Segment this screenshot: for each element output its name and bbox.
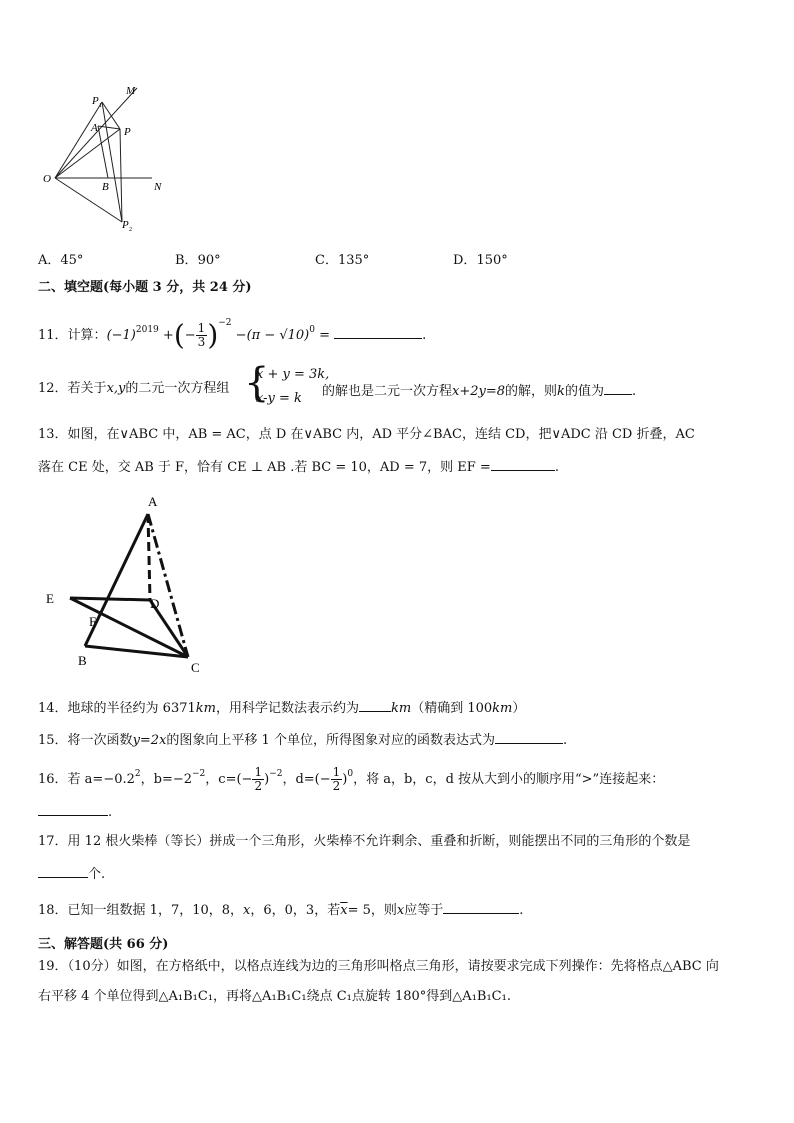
q-text: 右平移 4 个单位得到△A₁B₁C₁，再将△A₁B₁C₁绕点 C₁点旋转 180°得到△A₁B₁C₁. bbox=[38, 989, 511, 1004]
label-b: B bbox=[78, 653, 87, 668]
equation-system bbox=[244, 360, 330, 410]
label-m: M bbox=[126, 85, 136, 97]
q-text: 的解，则 bbox=[505, 384, 558, 399]
q-end: . bbox=[562, 733, 568, 748]
q-text: ) bbox=[264, 772, 270, 787]
label-b: B bbox=[102, 181, 109, 193]
answer-blank[interactable] bbox=[38, 801, 108, 816]
q-num: 18． bbox=[38, 903, 68, 918]
option-letter: D． bbox=[453, 253, 477, 268]
q-text: ，用科学记数法表示约为 bbox=[215, 701, 359, 716]
math: y=2x bbox=[132, 733, 167, 748]
seg-o-p2 bbox=[55, 178, 122, 222]
label-f: F bbox=[89, 614, 97, 629]
q-text: ，b=−2 bbox=[140, 772, 193, 787]
q-end: . bbox=[631, 384, 637, 399]
math: (π − √10) bbox=[246, 328, 310, 343]
label-c: C bbox=[191, 660, 200, 675]
q-num: 19． bbox=[38, 959, 68, 974]
question-13-line-1 bbox=[38, 426, 695, 444]
math: − bbox=[184, 328, 196, 343]
seg-a-c-dashdot bbox=[148, 514, 188, 657]
math: x,y bbox=[106, 381, 126, 396]
fraction bbox=[331, 766, 343, 793]
label-p1: P bbox=[92, 95, 99, 107]
option-letter: A． bbox=[38, 253, 61, 268]
q-text: 已知一组数据 1，7，10，8， bbox=[67, 903, 244, 918]
q-text: 地球的半径约为 6371 bbox=[67, 701, 196, 716]
seg-a-d-dashed bbox=[148, 514, 150, 600]
q-text: 计算： bbox=[67, 328, 107, 343]
question-14 bbox=[38, 697, 525, 718]
frac-den: 2 bbox=[332, 779, 341, 793]
seg-p-p2 bbox=[120, 129, 122, 222]
q-num: 13． bbox=[38, 427, 68, 442]
seg-e-c bbox=[70, 598, 188, 657]
q-text: ，d=(− bbox=[282, 772, 331, 787]
equation-line-1: x + y = 3k, bbox=[256, 367, 330, 382]
q-num: 14． bbox=[38, 701, 68, 716]
q-text: 若 a=−0.2 bbox=[67, 772, 135, 787]
question-15 bbox=[38, 729, 567, 750]
paren-right: ) bbox=[207, 318, 219, 352]
answer-blank[interactable] bbox=[443, 899, 519, 914]
label-p2-sub: 2 bbox=[129, 227, 132, 233]
q-text: ，将 a，b，c，d 按从大到小的顺序用“>”连接起来： bbox=[353, 772, 665, 787]
question-12-cont bbox=[322, 380, 636, 401]
q10-option-a bbox=[38, 249, 83, 268]
figure-angle-mon bbox=[38, 82, 173, 234]
q-text: = 5，则 bbox=[347, 903, 397, 918]
figure-triangle-fold bbox=[40, 490, 210, 680]
q-text: 的二元一次方程组 bbox=[125, 381, 230, 396]
math: + bbox=[162, 328, 174, 343]
math-sup: 2 bbox=[134, 769, 141, 779]
label-p1-sub: 1 bbox=[99, 103, 102, 109]
math-mean: $\overline{x}$ bbox=[340, 903, 348, 918]
question-13-line-2 bbox=[38, 456, 559, 477]
math-sup: −2 bbox=[269, 769, 283, 779]
math-sup: 0 bbox=[309, 325, 315, 335]
q-num: 12． bbox=[38, 381, 68, 396]
q-text: ） bbox=[512, 701, 526, 716]
seg-o-p1 bbox=[55, 102, 102, 178]
frac-den: 2 bbox=[254, 779, 263, 793]
seg-e-d bbox=[70, 598, 150, 600]
q10-option-c bbox=[315, 249, 369, 268]
question-16 bbox=[38, 765, 664, 793]
q-text: ，6，0，3，若 bbox=[250, 903, 341, 918]
question-17-line-2 bbox=[38, 863, 105, 884]
q-end: . bbox=[519, 903, 524, 918]
q-end: . bbox=[422, 328, 427, 343]
section3-title: 三、解答题(共 66 分) bbox=[38, 937, 169, 952]
q-text: （精确到 100 bbox=[411, 701, 493, 716]
math: x bbox=[396, 903, 405, 918]
q-num: 16． bbox=[38, 772, 68, 787]
answer-blank[interactable] bbox=[359, 697, 391, 712]
brace: { bbox=[244, 360, 270, 406]
q-text: 用 12 根火柴棒（等长）拼成一个三角形，火柴棒不允许剩余、重叠和折断，则能摆出不同的三角形的个数是 bbox=[67, 834, 691, 849]
frac-num: 1 bbox=[197, 321, 206, 335]
label-p2: P bbox=[122, 219, 129, 231]
section2-title: 二、填空题(每小题 3 分，共 24 分) bbox=[38, 280, 252, 295]
label-p: P bbox=[124, 126, 131, 138]
q-num: 17． bbox=[38, 834, 68, 849]
label-n: N bbox=[154, 181, 162, 193]
q-text: 若关于 bbox=[67, 381, 107, 396]
q-text: 的值为 bbox=[564, 384, 604, 399]
option-letter: C． bbox=[315, 253, 338, 268]
unit: km bbox=[195, 701, 216, 716]
math-sup: −2 bbox=[192, 769, 206, 779]
math-sup: 0 bbox=[347, 769, 354, 779]
q-end: . bbox=[554, 460, 559, 475]
question-18 bbox=[38, 899, 523, 920]
unit: km bbox=[391, 701, 412, 716]
label-e: E bbox=[46, 591, 54, 606]
answer-blank[interactable] bbox=[38, 863, 88, 878]
option-value: 135° bbox=[337, 253, 370, 268]
math: (−1) bbox=[106, 328, 136, 343]
frac-num: 1 bbox=[332, 765, 341, 779]
q10-option-b bbox=[175, 249, 221, 268]
frac-den: 3 bbox=[197, 335, 206, 349]
math: − bbox=[235, 328, 247, 343]
answer-blank[interactable] bbox=[495, 729, 563, 744]
q-text: 的图象向上平移 1 个单位，所得图象对应的函数表达式为 bbox=[166, 733, 495, 748]
unit: km bbox=[492, 701, 513, 716]
option-letter: B． bbox=[175, 253, 198, 268]
answer-blank[interactable] bbox=[604, 380, 632, 395]
label-o: O bbox=[43, 173, 51, 185]
question-19-line-1 bbox=[38, 958, 719, 976]
q10-option-d bbox=[453, 249, 508, 268]
math: = bbox=[319, 328, 331, 343]
q-text: 落在 CE 处，交 AB 于 F，恰有 CE ⊥ AB .若 BC = 10，AD = 7，则 EF = bbox=[38, 460, 491, 475]
label-a: A bbox=[91, 122, 98, 134]
label-a: A bbox=[148, 494, 158, 509]
math: x+2y=8 bbox=[452, 384, 506, 399]
option-value: 45° bbox=[60, 253, 84, 268]
question-11 bbox=[38, 314, 426, 350]
fraction bbox=[252, 766, 264, 793]
label-d: D bbox=[150, 596, 160, 611]
q-text: 如图，在∨ABC 中，AB = AC，点 D 在∨ABC 内，AD 平分∠BAC，连结 CD，把∨ADC 沿 CD 折叠，AC bbox=[67, 427, 695, 442]
option-value: 90° bbox=[197, 253, 221, 268]
equation-line-2: x-y = k bbox=[256, 391, 302, 406]
q-end: . bbox=[108, 805, 113, 820]
q-end: 个. bbox=[88, 867, 106, 882]
q-text: 的解也是二元一次方程 bbox=[322, 384, 453, 399]
fraction bbox=[196, 322, 208, 349]
answer-blank[interactable] bbox=[491, 456, 555, 471]
option-value: 150° bbox=[476, 253, 508, 268]
frac-num: 1 bbox=[254, 765, 263, 779]
question-17-line-1 bbox=[38, 833, 690, 851]
q-text: ，c=(− bbox=[205, 772, 253, 787]
q-text: 将一次函数 bbox=[67, 733, 133, 748]
question-16-answer bbox=[38, 801, 112, 822]
paren-left: ( bbox=[173, 318, 185, 352]
math: k bbox=[557, 384, 565, 399]
question-19-line-2 bbox=[38, 988, 511, 1006]
math: x bbox=[243, 903, 251, 918]
q-text: （10分）如图，在方格纸中，以格点连线为边的三角形叫格点三角形，请按要求完成下列操作：先将格点△ABC 向 bbox=[67, 959, 719, 974]
seg-a-b bbox=[98, 126, 108, 178]
q-num: 11． bbox=[38, 328, 68, 343]
answer-blank[interactable] bbox=[334, 324, 422, 339]
math-sup: −2 bbox=[218, 318, 232, 328]
q-num: 15． bbox=[38, 733, 68, 748]
q-text: ) bbox=[342, 772, 348, 787]
question-12 bbox=[38, 380, 229, 398]
math-sup: 2019 bbox=[135, 325, 159, 335]
q-text: 应等于 bbox=[404, 903, 444, 918]
